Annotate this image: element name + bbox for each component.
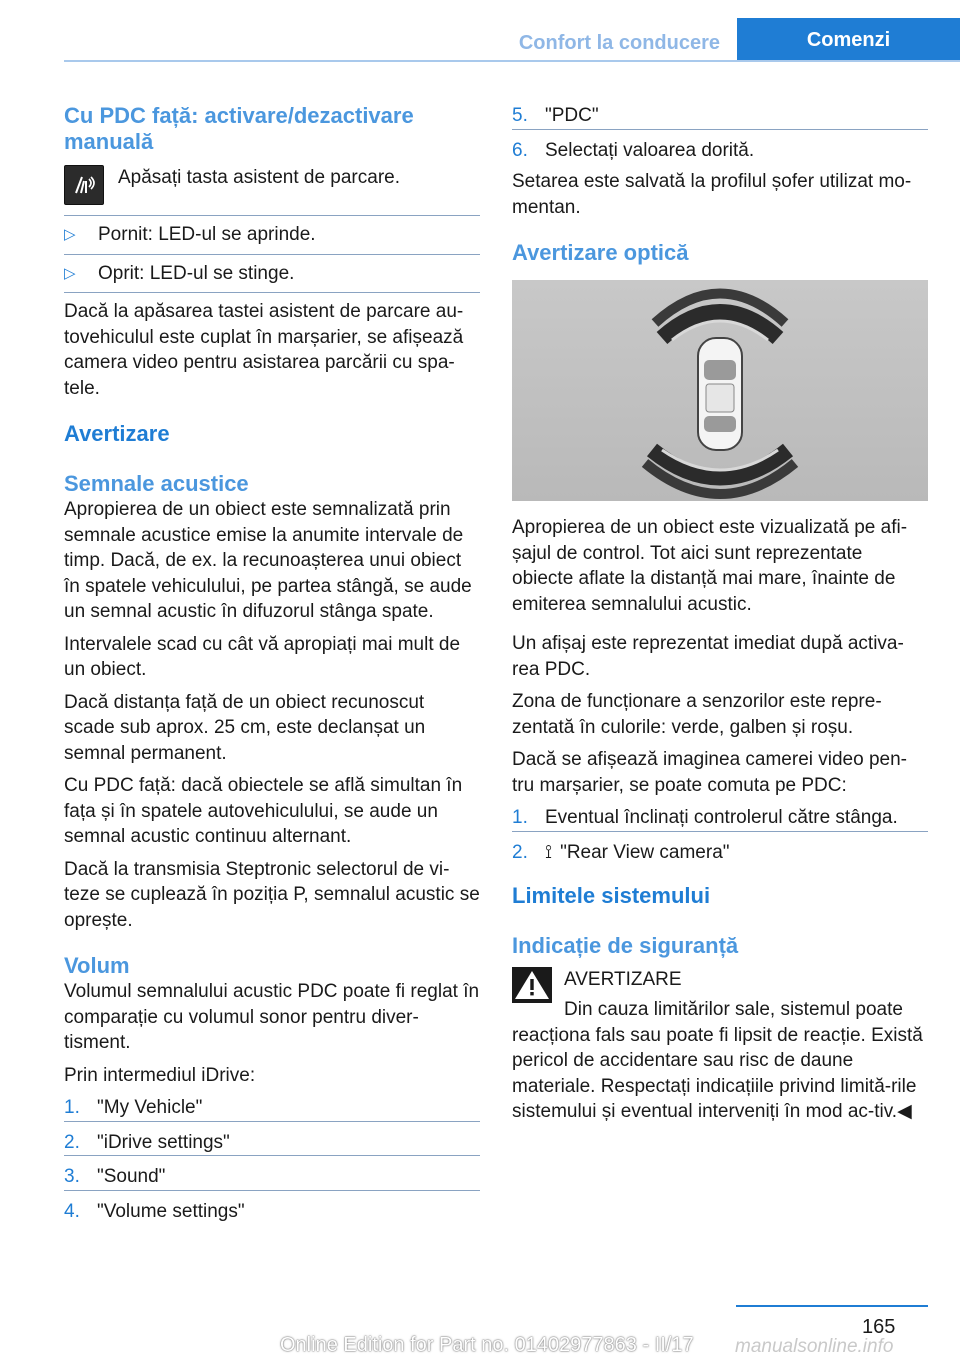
footer-rule: [736, 1305, 928, 1307]
list-item: 4. "Volume settings": [64, 1200, 245, 1222]
section-title: Confort la conducere: [518, 32, 720, 54]
warning-text: Din cauza limitărilor sale, sistemul poate reacționa fals sau poate fi lipsit de reacție. Există pericol de accidentare sau risc de daune materiale. Respectați indicațiile privind limită-rile sistemului și eventual interveniți în mod ac-tiv.◀: [512, 999, 923, 1122]
list-item: 1. "My Vehicle": [64, 1095, 480, 1122]
paragraph: Zona de funcționare a senzorilor este repre-zentată în culorile: verde, galben și roșu.: [512, 691, 882, 738]
page-number: 165: [862, 1316, 896, 1338]
warning-title: AVERTIZARE: [564, 969, 682, 990]
list-item: 3. "Sound": [64, 1164, 480, 1191]
list-item: ▷ Oprit: LED-ul se stinge.: [64, 255, 480, 294]
press-text: Apăsați tasta asistent de parcare.: [118, 167, 400, 188]
list-item: 2. ⟟ "Rear View camera": [512, 840, 928, 866]
heading-avertizare: Avertizare: [64, 421, 170, 446]
paragraph: Apropierea de un obiect este semnalizată prin semnale acustice emise la anumite intervale de timp. Dacă, de ex. la recunoașterea unui obiect în spatele vehiculului, pe partea stângă, se aude un semnal acustic în difuzorul stânga spate.: [64, 499, 472, 622]
footer-edition: Online Edition for Part no. 01402977863 - II/17: [280, 1334, 694, 1356]
pdc-switch-steps: [512, 805, 928, 865]
list-item: 2. "iDrive settings": [64, 1130, 480, 1157]
triangle-bullet-icon: ▷: [64, 226, 76, 243]
paragraph: Cu PDC față: dacă obiectele se află simultan în fața și în spatele autovehiculului, se aude un semnal acustic continuu alternant.: [64, 775, 463, 847]
paragraph: Setarea este salvată la profilul șofer utilizat mo-mentan.: [512, 171, 912, 218]
paragraph: Un afișaj este reprezentat imediat după activa-rea PDC.: [512, 633, 904, 680]
menu-steps: [64, 1095, 480, 1224]
paragraph: Dacă la apăsarea tastei asistent de parcare au-tovehiculul este cuplat în marșarier, se afișează camera video pentru asistarea parcării cu spa-tele.: [64, 301, 464, 399]
list-item: ▷ Pornit: LED-ul se aprinde.: [64, 216, 480, 255]
car-sensor-image: [512, 280, 928, 501]
menu-steps-continued: [512, 103, 928, 163]
paragraph: Dacă distanța față de un obiect recunoscut scade sub aprox. 25 cm, este declanșat un semnal permanent.: [64, 691, 426, 764]
pdc-display-illustration: [512, 280, 928, 501]
heading-avertizare-optica: Avertizare optică: [512, 240, 689, 265]
right-column: [512, 103, 928, 1132]
camera-sensor-icon: ⟟: [545, 841, 553, 863]
led-list: [64, 215, 480, 293]
heading-pdc-front: Cu PDC față: activare/dezactivare manuală: [64, 103, 414, 154]
watermark: manualsonline.info: [735, 1336, 894, 1357]
list-item: 1. Eventual înclinați controlerul către stânga.: [512, 805, 928, 832]
heading-volum: Volum: [64, 953, 130, 978]
paragraph: Apropierea de un obiect este vizualizată pe afi-șajul de control. Tot aici sunt reprezentate obiecte aflate la distanță mai mare, înainte de emiterea semnalului acustic.: [512, 517, 908, 615]
page-header: [0, 0, 960, 62]
parking-assist-button-icon: [64, 165, 104, 205]
warning-triangle-icon: [512, 967, 552, 1003]
heading-semnale-acustice: Semnale acustice: [64, 471, 249, 496]
paragraph: Intervalele scad cu cât vă apropiați mai mult de un obiect.: [64, 633, 461, 680]
list-item: 5. "PDC": [512, 103, 928, 130]
triangle-bullet-icon: ▷: [64, 264, 76, 282]
heading-indicatie-siguranta: Indicație de siguranță: [512, 933, 739, 958]
paragraph: Prin intermediul iDrive:: [64, 1064, 256, 1086]
paragraph: Dacă se afișează imaginea camerei video pen-tru marșarier, se poate comuta pe PDC:: [512, 749, 907, 796]
heading-limitele-sistemului: Limitele sistemului: [512, 883, 711, 908]
paragraph: Volumul semnalului acustic PDC poate fi reglat în comparație cu volumul sonor pentru diver-tisment.: [64, 981, 480, 1053]
tab-comenzi[interactable]: Comenzi: [737, 18, 960, 62]
header-rule: [64, 60, 960, 62]
paragraph: Dacă la transmisia Steptronic selectorul de vi-teze se cuplează în poziția P, semnalul acustic se oprește.: [64, 858, 480, 931]
left-column: [64, 103, 480, 1230]
press-instruction: [64, 165, 480, 205]
list-item: 6. Selectați valoarea dorită.: [512, 139, 755, 161]
